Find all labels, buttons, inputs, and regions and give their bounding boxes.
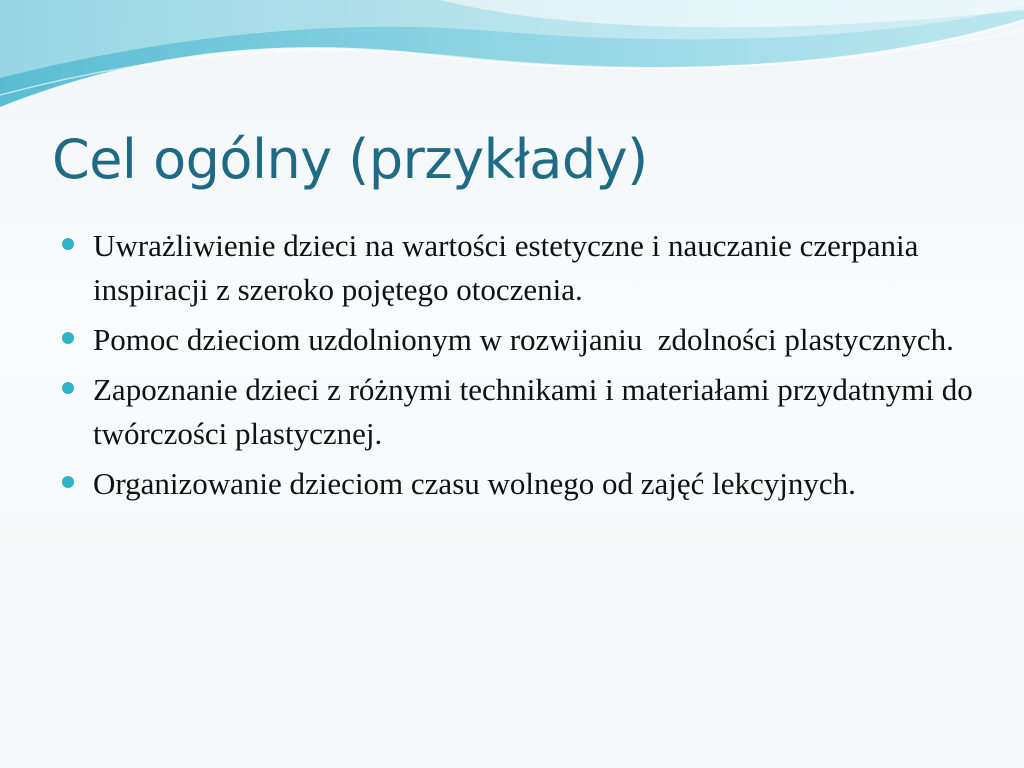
list-item [62, 224, 982, 312]
list-item-text: Uwrażliwienie dzieci na wartości estetyczne i nauczanie czerpania inspiracji z szeroko pojętego otoczenia. [93, 228, 942, 307]
list-item [62, 318, 982, 362]
bullet-list [62, 224, 989, 512]
slide-title: Cel ogólny (przykłady) [52, 128, 648, 191]
list-item-text: Zapoznanie dzieci z różnymi technikami i materiałami przydatnymi do twórczości plastycznej. [93, 372, 989, 451]
list-item [62, 462, 982, 506]
list-item-text: Organizowanie dzieciom czasu wolnego od zajęć lekcyjnych. [93, 466, 856, 501]
header-wave-decoration [0, 0, 1024, 130]
bullet-icon [62, 476, 74, 488]
list-item [62, 368, 989, 456]
bullet-icon [62, 332, 74, 344]
list-item-text: Pomoc dzieciom uzdolnionym w rozwijaniu zdolności plastycznych. [93, 322, 954, 357]
bullet-icon [62, 238, 74, 250]
bullet-icon [62, 382, 74, 394]
